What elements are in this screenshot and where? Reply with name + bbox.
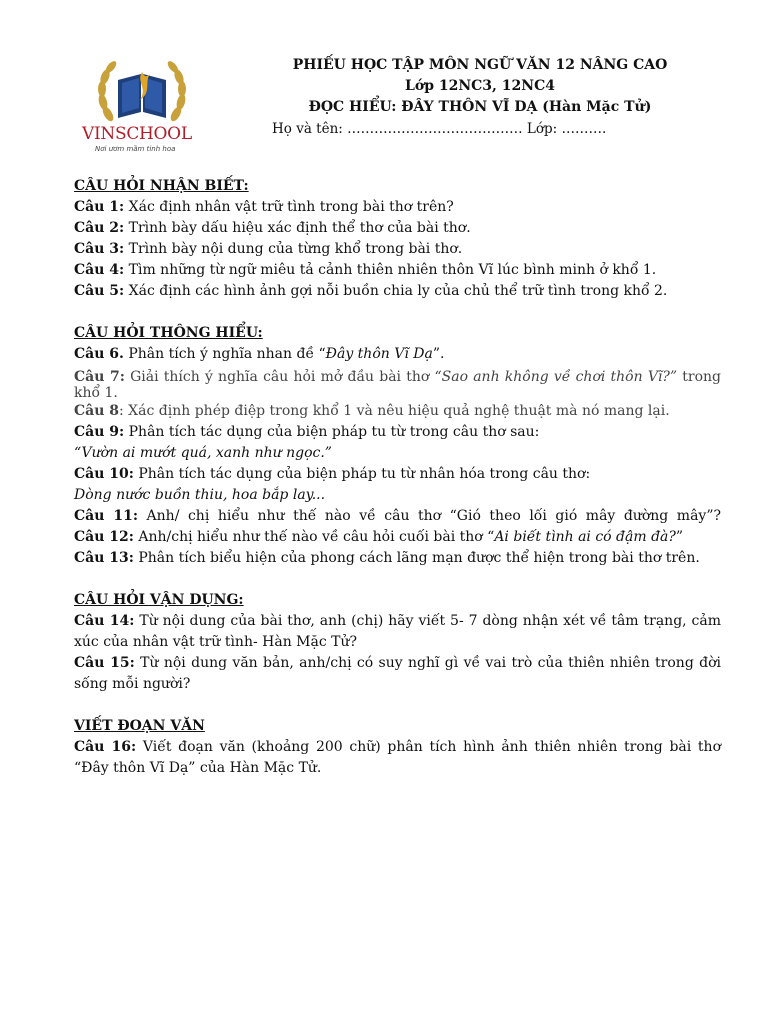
question-16: Câu 16: Viết đoạn văn (khoảng 200 chữ) phân tích hình ảnh thiên nhiên trong bài thơ “Đây thôn Vĩ Dạ” của Hàn Mặc Tử. [74,739,721,776]
reading-topic: ĐỌC HIỂU: ĐÂY THÔN VĨ DẠ (Hàn Mặc Tử) [308,99,652,115]
question-9-quote: “Vườn ai mướt quá, xanh như ngọc.” [74,445,332,461]
question-6: Câu 6. Phân tích ý nghĩa nhan đề “Đây thôn Vĩ Dạ”. [74,346,445,362]
question-11: Câu 11: Anh/ chị hiểu như thế nào về câu thơ “Gió theo lối gió mây đường mây”? [74,508,721,524]
section-title-application: CÂU HỎI VẬN DỤNG: [74,592,244,608]
section-title-recognition: CÂU HỎI NHẬN BIẾT: [74,178,249,194]
question-4: Câu 4: Tìm những từ ngữ miêu tả cảnh thiên nhiên thôn Vĩ lúc bình minh ở khổ 1. [74,262,657,278]
student-name-line: Họ và tên: ………………………………… Lớp: ………. [272,121,607,137]
section-title-paragraph-writing: VIẾT ĐOẠN VĂN [74,718,205,734]
question-10: Câu 10: Phân tích tác dụng của biện pháp tu từ nhân hóa trong câu thơ: [74,466,591,482]
question-3: Câu 3: Trình bày nội dung của từng khổ trong bài thơ. [74,241,463,257]
section-title-comprehension: CÂU HỎI THÔNG HIỂU: [74,325,263,341]
question-5: Câu 5: Xác định các hình ảnh gợi nỗi buồn chia ly của chủ thể trữ tình trong khổ 2. [74,283,668,299]
question-1: Câu 1: Xác định nhân vật trữ tình trong bài thơ trên? [74,199,454,215]
question-7: Câu 7: Giải thích ý nghĩa câu hỏi mở đầu bài thơ “Sao anh không về chơi thôn Vĩ?” trong khổ 1. [74,369,721,401]
class-line: Lớp 12NC3, 12NC4 [405,78,555,94]
question-12: Câu 12: Anh/chị hiểu như thế nào về câu hỏi cuối bài thơ “Ai biết tình ai có đậm đà?” [74,529,684,545]
questions-body [74,176,721,779]
question-13: Câu 13: Phân tích biểu hiện của phong cách lãng mạn được thể hiện trong bài thơ trên. [74,550,700,566]
worksheet-title: PHIẾU HỌC TẬP MÔN NGỮ VĂN 12 NÂNG CAO [292,57,668,73]
vinschool-tagline: Nơi ươm mầm tinh hoa [95,145,176,153]
question-2: Câu 2: Trình bày dấu hiệu xác định thể thơ của bài thơ. [74,220,471,236]
question-9: Câu 9: Phân tích tác dụng của biện pháp tu từ trong câu thơ sau: [74,424,540,440]
vinschool-wordmark: VINSCHOOL [82,124,192,144]
question-8: Câu 8: Xác định phép điệp trong khổ 1 và nêu hiệu quả nghệ thuật mà nó mang lại. [74,403,670,419]
question-10-quote: Dòng nước buồn thiu, hoa bắp lay... [74,487,326,503]
question-15: Câu 15: Từ nội dung văn bản, anh/chị có suy nghĩ gì về vai trò của thiên nhiên trong đời sống mỗi người? [74,655,721,692]
question-14: Câu 14: Từ nội dung của bài thơ, anh (chị) hãy viết 5- 7 dòng nhận xét về tâm trạng, cảm xúc của nhân vật trữ tình- Hàn Mặc Tử? [74,613,722,650]
